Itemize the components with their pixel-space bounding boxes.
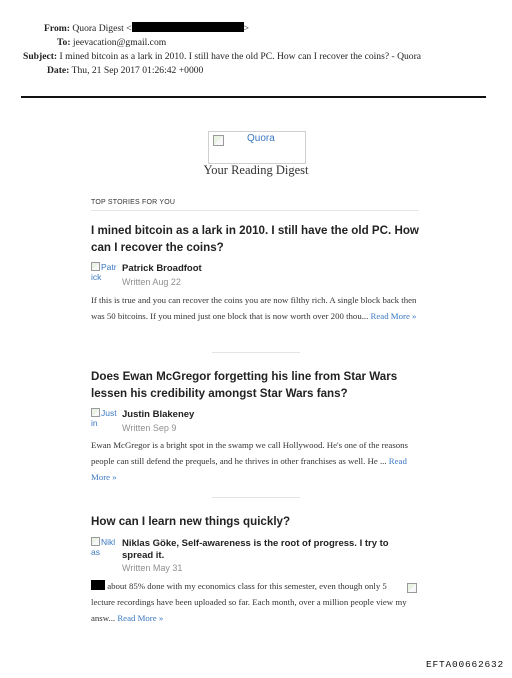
avatar[interactable] (91, 537, 117, 559)
to-row (57, 36, 166, 50)
story-excerpt (91, 292, 421, 324)
subject-label: Subject: (23, 51, 58, 62)
written-date: Written Sep 9 (122, 423, 177, 433)
story-title[interactable]: Does Ewan McGregor forgetting his line from Star Wars lessen his credibility amongst Star Wars fans? (91, 370, 398, 400)
broken-image-icon (213, 135, 224, 146)
section-label: TOP STORIES FOR YOU (91, 199, 176, 206)
section-divider (91, 210, 419, 211)
author-name[interactable]: Patrick Broadfoot (122, 263, 202, 274)
story-excerpt (91, 578, 411, 626)
logo-alt-text: Quora (247, 133, 275, 144)
redaction-bar (132, 22, 244, 32)
date-label: Date: (47, 65, 70, 76)
read-more-link[interactable]: Read More » (117, 613, 164, 623)
story-title[interactable]: How can I learn new things quickly? (91, 515, 291, 528)
read-more-link[interactable]: Read More » (91, 456, 407, 482)
author-name[interactable]: Justin Blakeney (122, 409, 195, 420)
from-value: Quora Digest < (72, 23, 132, 34)
from-label: From: (44, 23, 70, 34)
excerpt-text: If this is true and you can recover the coins you are now filthy rich. A single block back then was 50 bitcoins. If you mined just one block that is now worth over 200 thou... (91, 295, 417, 321)
read-more-link[interactable]: Read More » (370, 311, 417, 321)
redaction-bar (91, 580, 105, 590)
quora-logo-image[interactable] (208, 131, 306, 164)
subject-row (23, 50, 421, 64)
avatar[interactable] (91, 262, 117, 284)
excerpt-text: about 85% done with my economics class for this semester, even though only 5 lecture recordings have been uploaded so far. Each month, over a million people view my answ... (91, 581, 407, 623)
author-name[interactable]: Niklas Göke, Self-awareness is the root of progress. I try to spread it. (122, 538, 389, 561)
story-divider (212, 497, 300, 498)
from-row (44, 22, 249, 36)
avatar-alt-text: Patrick (91, 262, 117, 282)
date-value: Thu, 21 Sep 2017 01:26:42 +0000 (71, 65, 204, 76)
to-value[interactable]: jeevacation@gmail.com (72, 37, 167, 48)
date-row (47, 64, 203, 78)
from-close: > (243, 23, 249, 34)
header-divider (21, 96, 486, 98)
bates-number: EFTA00662632 (425, 659, 504, 670)
story-excerpt (91, 437, 421, 485)
written-date: Written May 31 (122, 563, 183, 573)
story-title[interactable]: I mined bitcoin as a lark in 2010. I still have the old PC. How can I recover the coins? (91, 224, 419, 254)
avatar-alt-text: Niklas (91, 537, 116, 557)
written-date: Written Aug 22 (122, 277, 181, 287)
digest-title: Your Reading Digest (203, 163, 309, 177)
subject-value: I mined bitcoin as a lark in 2010. I still have the old PC. How can I recover the coins? - Quora (59, 51, 422, 62)
broken-image-icon (407, 583, 417, 593)
excerpt-text: Ewan McGregor is a bright spot in the swamp we call Hollywood. He's one of the reasons people can still defend the prequels, and he thrives in other franchises as well. He ... (91, 440, 408, 466)
avatar[interactable] (91, 408, 117, 430)
story-divider (212, 352, 300, 353)
to-label: To: (57, 37, 71, 48)
avatar-alt-text: Justin (91, 408, 117, 428)
